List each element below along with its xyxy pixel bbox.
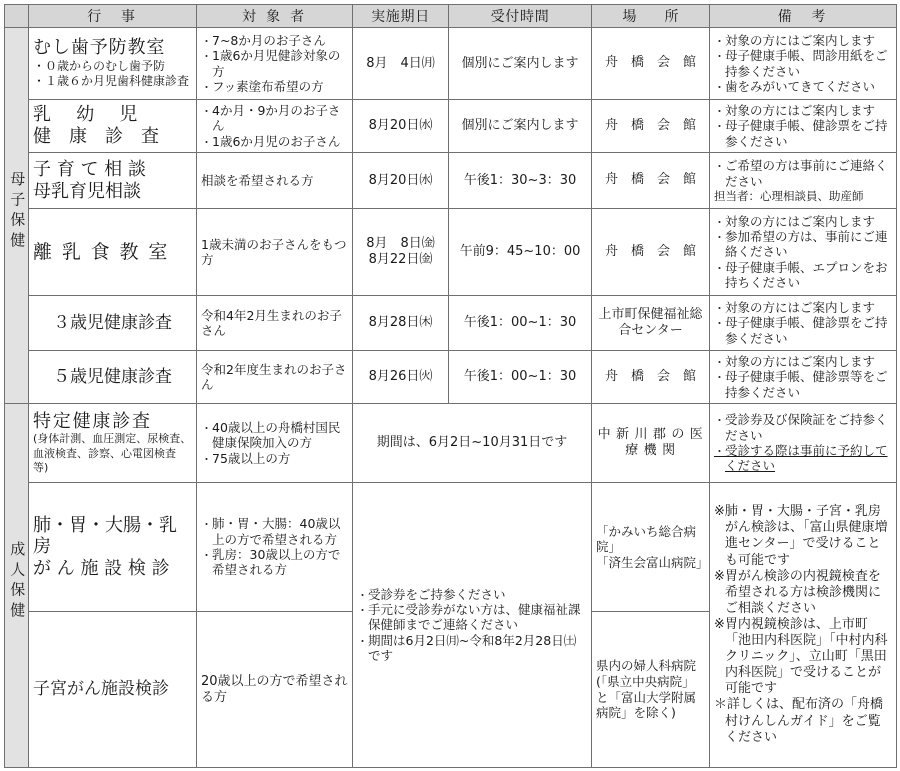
place-cell: 舟 橋 会 館 bbox=[592, 100, 710, 153]
notes-cell bbox=[710, 153, 897, 209]
time-cell: 午前9：45~10：00 bbox=[449, 209, 592, 296]
shared-notes-cell bbox=[710, 483, 897, 768]
event-name: が ん 施 設 検 診 bbox=[33, 557, 170, 579]
note-item: ・ 母子健康手帳、健診票をご持参ください bbox=[714, 118, 892, 149]
event-name-cell bbox=[29, 153, 197, 209]
event-name-cell bbox=[29, 28, 197, 100]
date-line: 8月 8日㈮ bbox=[366, 236, 435, 252]
period-cell: 期間は、6月2日~10月31日です bbox=[353, 404, 592, 483]
event-name: 特定健康診査 bbox=[33, 410, 152, 432]
event-name: 肺・胃・大腸・乳房 bbox=[33, 514, 177, 558]
table-row bbox=[5, 296, 897, 351]
note-item: ・ 対象の方にはご案内します bbox=[714, 103, 892, 118]
note-item: ※ 胃内視鏡検診は、上市町「池田内科医院」「中村内科クリニック」、立山町「黒田内科医院」で受けることが可能です bbox=[714, 617, 892, 698]
notes-cell bbox=[710, 209, 897, 296]
target-item: ・ 1歳6か月児のお子さん bbox=[201, 134, 348, 149]
target-item: ・ 40歳以上の舟橋村国民健康保険加入の方 bbox=[201, 420, 348, 451]
note-item: ・ 対象の方にはご案内します bbox=[714, 214, 892, 229]
target-cell bbox=[197, 28, 353, 100]
event-name-cell bbox=[29, 612, 197, 768]
table-row bbox=[5, 28, 897, 100]
note-item: ・ 母子健康手帳、問診用紙をご持参ください bbox=[714, 48, 892, 79]
target-item: ・ 7~8か月のお子さん bbox=[201, 33, 348, 48]
table-row bbox=[5, 153, 897, 209]
place-cell: 県内の婦人科病院(「県立中央病院」と「富山大学附属病院」を除く) bbox=[592, 612, 710, 768]
place-cell: 舟 橋 会 館 bbox=[592, 209, 710, 296]
target-item: ・ 75歳以上の方 bbox=[201, 451, 348, 466]
notes-cell bbox=[710, 404, 897, 483]
date-cell bbox=[353, 209, 449, 296]
event-subtitle: (身体計測、血圧測定、尿検査、血液検査、診察、心電図検査 等) bbox=[33, 432, 192, 474]
date-cell: 8月20日㈬ bbox=[353, 100, 449, 153]
table-row bbox=[5, 351, 897, 404]
event-name: 離 乳 食 教 室 bbox=[33, 240, 170, 263]
period-item: ・ 受診券をご持参ください bbox=[357, 587, 587, 602]
note-item: ＊ 詳しくは、配布済の「舟橋村けんしんガイド」をご覧ください bbox=[714, 697, 892, 745]
event-name: 母乳育児相談 bbox=[33, 180, 141, 202]
category-label: 成人保健 bbox=[8, 541, 27, 623]
note-item: ・ 対象の方にはご案内します bbox=[714, 354, 892, 369]
shared-period-cell bbox=[353, 483, 592, 768]
category-label: 母子保健 bbox=[8, 171, 27, 253]
target-cell: 相談を希望される方 bbox=[197, 153, 353, 209]
event-name-cell bbox=[29, 483, 197, 612]
note-item: ※ 胃がん検診の内視鏡検査を希望される方は検診機関にご相談ください bbox=[714, 569, 892, 617]
target-cell: 1歳未満のお子さんをもつ方 bbox=[197, 209, 353, 296]
note-item: ・ 対象の方にはご案内します bbox=[714, 300, 892, 315]
target-cell bbox=[197, 404, 353, 483]
event-name: 乳 幼 児 bbox=[33, 104, 141, 126]
notes-cell bbox=[710, 351, 897, 404]
event-name: 健 康 診 査 bbox=[33, 126, 159, 147]
target-cell: 20歳以上の方で希望される方 bbox=[197, 612, 353, 768]
event-name: むし歯予防教室 bbox=[33, 37, 166, 59]
table-row bbox=[5, 100, 897, 153]
note-extra: 担当者：心理相談員、助産師 bbox=[714, 188, 864, 203]
place-line: 「済生会富山病院」 bbox=[596, 554, 709, 570]
note-item: ・ 母子健康手帳、健診票をご持参ください bbox=[714, 315, 892, 346]
header-target: 対 象 者 bbox=[197, 5, 353, 28]
target-cell: 令和4年2月生まれのお子さん bbox=[197, 296, 353, 351]
event-name: ３歳児健康診査 bbox=[53, 312, 172, 333]
event-subtitle: ・０歳からのむし歯予防 bbox=[33, 58, 166, 73]
period-item: ・ 手元に受診券がない方は、健康福祉課 保健師までご連絡ください bbox=[357, 602, 587, 633]
note-item: ・ 対象の方にはご案内します bbox=[714, 33, 892, 48]
target-item: ・ 4か月・9か月のお子さん bbox=[201, 103, 348, 134]
place-cell bbox=[592, 483, 710, 612]
event-name-cell bbox=[29, 296, 197, 351]
date-cell: 8月20日㈬ bbox=[353, 153, 449, 209]
event-name-cell bbox=[29, 404, 197, 483]
target-cell bbox=[197, 483, 353, 612]
table-row bbox=[5, 483, 897, 612]
header-blank bbox=[5, 5, 29, 28]
period-item: ・ 期間は6月2日㈪~令和8年2月28日㈯です bbox=[357, 633, 587, 664]
category-adult bbox=[5, 404, 29, 768]
table-row bbox=[5, 209, 897, 296]
date-line: 8月22日㈮ bbox=[368, 252, 433, 267]
time-cell: 午後1：00~1：30 bbox=[449, 351, 592, 404]
time-cell: 個別にご案内します bbox=[449, 28, 592, 100]
event-subtitle: ・１歳６か月児歯科健康診査 bbox=[33, 74, 190, 89]
date-cell: 8月28日㈭ bbox=[353, 296, 449, 351]
table-row bbox=[5, 404, 897, 483]
schedule-table bbox=[4, 4, 897, 768]
category-maternal bbox=[5, 28, 29, 404]
place-cell: 舟 橋 会 館 bbox=[592, 153, 710, 209]
time-cell: 午後1：30~3：30 bbox=[449, 153, 592, 209]
note-item: ・ 参加希望の方は、事前にご連絡ください bbox=[714, 229, 892, 260]
event-name-cell bbox=[29, 351, 197, 404]
note-item: ・ ご希望の方は事前にご連絡ください bbox=[714, 158, 892, 189]
event-name-cell bbox=[29, 209, 197, 296]
target-item: ・ 肺・胃・大腸：40歳以上の方で希望される方 bbox=[201, 516, 348, 547]
place-cell: 上市町保健福祉総合センター bbox=[592, 296, 710, 351]
place-cell: 舟 橋 会 館 bbox=[592, 351, 710, 404]
header-row bbox=[5, 5, 897, 28]
place-cell: 中 新 川 郡 の 医 療 機 関 bbox=[592, 404, 710, 483]
note-item: ※ 肺・胃・大腸・子宮・乳房がん検診は、「富山県健康増進センター」で受けることも可能です bbox=[714, 504, 892, 568]
date-cell: 8月 4日㈪ bbox=[353, 28, 449, 100]
target-item: ・ 1歳6か月児健診対象の方 bbox=[201, 48, 348, 79]
target-cell: 令和2年度生まれのお子さん bbox=[197, 351, 353, 404]
note-item: ・ 歯をみがいてきてください bbox=[714, 79, 892, 94]
target-item: ・ 乳房：30歳以上の方で希望される方 bbox=[201, 547, 348, 578]
time-cell: 個別にご案内します bbox=[449, 100, 592, 153]
place-line: 「かみいち総合病院」 bbox=[596, 523, 697, 555]
event-name: ５歳児健康診査 bbox=[53, 366, 172, 387]
note-item: ・ 母子健康手帳、健診票等をご持参ください bbox=[714, 369, 892, 400]
notes-cell bbox=[710, 296, 897, 351]
notes-cell bbox=[710, 28, 897, 100]
event-name: 子宮がん施設検診 bbox=[33, 679, 169, 700]
note-item: ・ 母子健康手帳、エプロンをお持ちください bbox=[714, 260, 892, 291]
date-cell: 8月26日㈫ bbox=[353, 351, 449, 404]
note-item: ・ 受診する際は事前に予約してください bbox=[714, 443, 892, 474]
place-cell: 舟 橋 会 館 bbox=[592, 28, 710, 100]
event-name: 子 育 て 相 談 bbox=[33, 158, 146, 180]
target-cell bbox=[197, 100, 353, 153]
event-name-cell bbox=[29, 100, 197, 153]
notes-cell bbox=[710, 100, 897, 153]
header-place: 場 所 bbox=[592, 5, 710, 28]
time-cell: 午後1：00~1：30 bbox=[449, 296, 592, 351]
target-item: ・ フッ素塗布希望の方 bbox=[201, 79, 348, 94]
note-item: ・ 受診券及び保険証をご持参ください bbox=[714, 412, 892, 443]
header-time: 受付時間 bbox=[449, 5, 592, 28]
header-notes: 備 考 bbox=[710, 5, 897, 28]
header-date: 実施期日 bbox=[353, 5, 449, 28]
header-event: 行 事 bbox=[29, 5, 197, 28]
